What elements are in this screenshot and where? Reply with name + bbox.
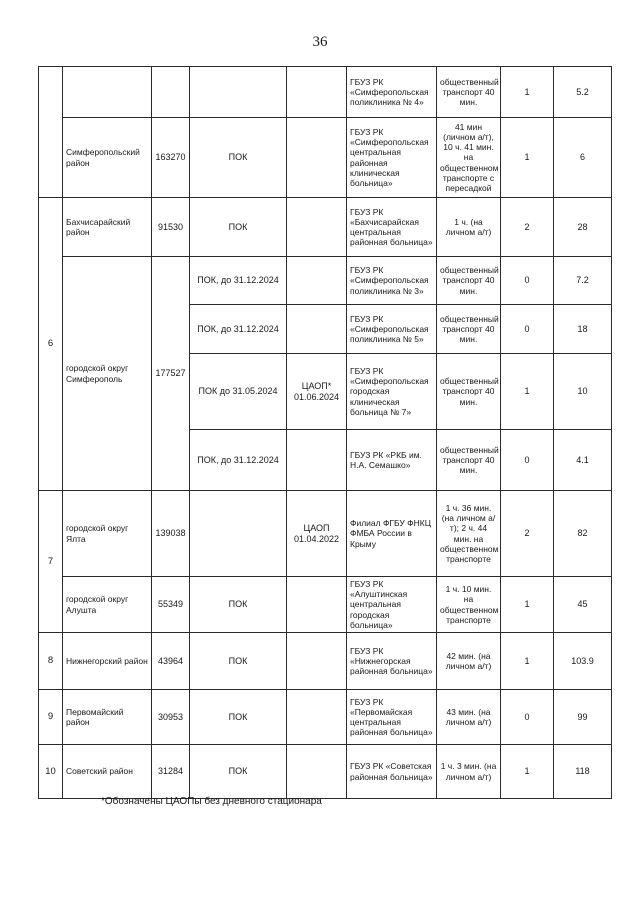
footnote: *Обозначены ЦАОПы без дневного стационара [101, 796, 322, 807]
cao-cell [287, 690, 347, 745]
hospital-cell: ГБУЗ РК «Нижнегорская районная больница» [347, 633, 437, 690]
district-cell: Нижнегорский район [63, 633, 152, 690]
hospital-cell: ГБУЗ РК «Алуштинская центральная городская больница» [347, 577, 437, 633]
travel-time-cell: общественный транспорт 40 мин. [437, 305, 501, 354]
cao-cell [287, 577, 347, 633]
hospital-cell: ГБУЗ РК «Симферопольская поликлиника № 3» [347, 257, 437, 305]
distance-cell: 6 [554, 118, 612, 198]
cao-cell [287, 257, 347, 305]
row-number-cell [39, 67, 63, 198]
travel-time-cell: 43 мин. (на личном а/т) [437, 690, 501, 745]
facilities-table [38, 66, 612, 799]
table-row [39, 257, 612, 305]
facility-type-cell: ПОК [190, 690, 287, 745]
count-cell: 1 [501, 354, 554, 430]
distance-cell: 82 [554, 491, 612, 577]
facility-type-cell: ПОК [190, 745, 287, 799]
count-cell: 1 [501, 118, 554, 198]
facility-type-cell: ПОК, до 31.12.2024 [190, 257, 287, 305]
travel-time-cell: 41 мин (личном а/т), 10 ч. 41 мин. на общественном транспорте с пересадкой [437, 118, 501, 198]
hospital-cell: ГБУЗ РК «РКБ им. Н.А. Семашко» [347, 430, 437, 491]
facility-type-cell: ПОК до 31.05.2024 [190, 354, 287, 430]
count-cell: 1 [501, 67, 554, 118]
count-cell: 1 [501, 745, 554, 799]
district-cell: Первомайский район [63, 690, 152, 745]
population-cell: 91530 [152, 198, 190, 257]
population-cell: 163270 [152, 118, 190, 198]
distance-cell: 5.2 [554, 67, 612, 118]
population-cell [152, 67, 190, 118]
distance-cell: 10 [554, 354, 612, 430]
facility-type-cell: ПОК [190, 577, 287, 633]
table-row [39, 577, 612, 633]
cao-cell [287, 198, 347, 257]
travel-time-cell: 1 ч. (на личном а/т) [437, 198, 501, 257]
distance-cell: 18 [554, 305, 612, 354]
population-cell: 43964 [152, 633, 190, 690]
facility-type-cell [190, 67, 287, 118]
distance-cell: 45 [554, 577, 612, 633]
cao-cell: ЦАОП 01.04.2022 [287, 491, 347, 577]
row-number-cell: 8 [39, 633, 63, 690]
distance-cell: 103.9 [554, 633, 612, 690]
cao-cell [287, 67, 347, 118]
table-row [39, 491, 612, 577]
facility-type-cell [190, 491, 287, 577]
table-row [39, 198, 612, 257]
hospital-cell: ГБУЗ РК «Симферопольская поликлиника № 5» [347, 305, 437, 354]
row-number-cell: 9 [39, 690, 63, 745]
district-cell: городской округ Ялта [63, 491, 152, 577]
hospital-cell: Филиал ФГБУ ФНКЦ ФМБА России в Крыму [347, 491, 437, 577]
travel-time-cell: общественный транспорт 40 мин. [437, 430, 501, 491]
count-cell: 0 [501, 257, 554, 305]
hospital-cell: ГБУЗ РК «Симферопольская поликлиника № 4» [347, 67, 437, 118]
travel-time-cell: 1 ч. 36 мин. (на личном а/т); 2 ч. 44 мин. на общественном транспорте [437, 491, 501, 577]
district-cell: Советский район [63, 745, 152, 799]
count-cell: 1 [501, 633, 554, 690]
travel-time-cell: общественный транспорт 40 мин. [437, 257, 501, 305]
travel-time-cell: 42 мин. (на личном а/т) [437, 633, 501, 690]
cao-cell [287, 745, 347, 799]
row-number-cell: 7 [39, 491, 63, 633]
travel-time-cell: общественный транспорт 40 мин. [437, 67, 501, 118]
population-cell: 177527 [152, 257, 190, 491]
row-number-cell: 10 [39, 745, 63, 799]
travel-time-cell: общественный транспорт 40 мин. [437, 354, 501, 430]
table-row [39, 745, 612, 799]
facility-type-cell: ПОК, до 31.12.2024 [190, 305, 287, 354]
population-cell: 31284 [152, 745, 190, 799]
hospital-cell: ГБУЗ РК «Симферопольская центральная районная клиническая больница» [347, 118, 437, 198]
hospital-cell: ГБУЗ РК «Советская районная больница» [347, 745, 437, 799]
count-cell: 0 [501, 690, 554, 745]
table-row [39, 690, 612, 745]
population-cell: 139038 [152, 491, 190, 577]
facility-type-cell: ПОК [190, 118, 287, 198]
count-cell: 1 [501, 577, 554, 633]
hospital-cell: ГБУЗ РК «Бахчисарайская центральная районная больница» [347, 198, 437, 257]
travel-time-cell: 1 ч. 10 мин. на общественном транспорте [437, 577, 501, 633]
cao-cell [287, 305, 347, 354]
population-cell: 30953 [152, 690, 190, 745]
page-number: 36 [312, 34, 328, 50]
cao-cell [287, 430, 347, 491]
district-cell: Симферопольский район [63, 118, 152, 198]
facility-type-cell: ПОК [190, 633, 287, 690]
hospital-cell: ГБУЗ РК «Симферопольская городская клиническая больница № 7» [347, 354, 437, 430]
count-cell: 0 [501, 430, 554, 491]
distance-cell: 4.1 [554, 430, 612, 491]
table-row [39, 118, 612, 198]
district-cell: Бахчисарайский район [63, 198, 152, 257]
population-cell: 55349 [152, 577, 190, 633]
distance-cell: 7.2 [554, 257, 612, 305]
cao-cell [287, 118, 347, 198]
facility-type-cell: ПОК [190, 198, 287, 257]
row-number-cell: 6 [39, 198, 63, 491]
count-cell: 0 [501, 305, 554, 354]
table-row [39, 633, 612, 690]
district-cell [63, 67, 152, 118]
travel-time-cell: 1 ч. 3 мин. (на личном а/т) [437, 745, 501, 799]
table-row [39, 67, 612, 118]
distance-cell: 28 [554, 198, 612, 257]
count-cell: 2 [501, 491, 554, 577]
distance-cell: 99 [554, 690, 612, 745]
hospital-cell: ГБУЗ РК «Первомайская центральная районная больница» [347, 690, 437, 745]
count-cell: 2 [501, 198, 554, 257]
facility-type-cell: ПОК, до 31.12.2024 [190, 430, 287, 491]
cao-cell: ЦАОП* 01.06.2024 [287, 354, 347, 430]
distance-cell: 118 [554, 745, 612, 799]
cao-cell [287, 633, 347, 690]
district-cell: городской округ Алушта [63, 577, 152, 633]
district-cell: городской округ Симферополь [63, 257, 152, 491]
